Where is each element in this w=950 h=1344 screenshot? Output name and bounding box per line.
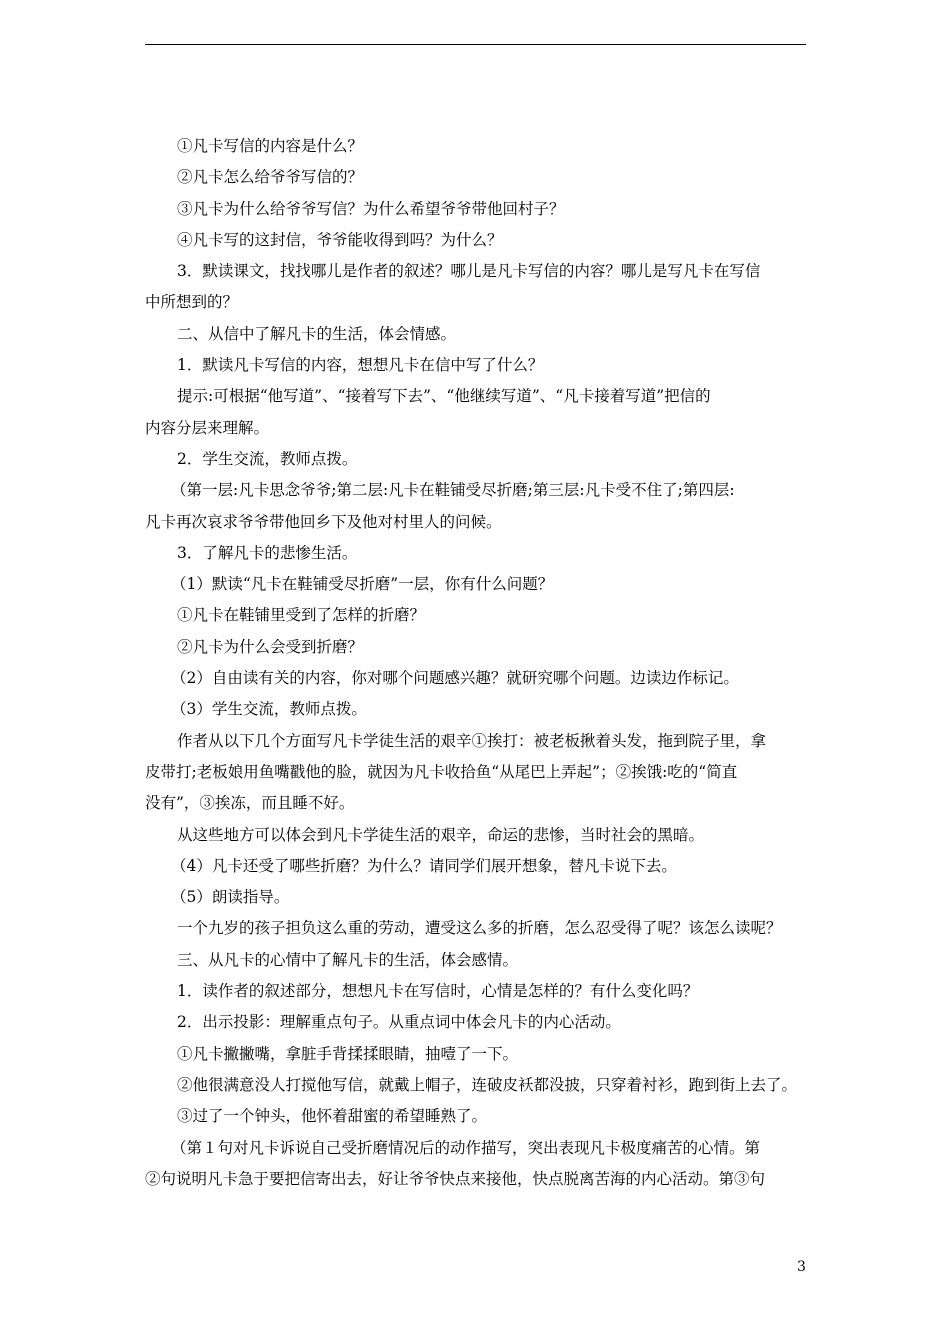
text-line: 中所想到的？ [145,293,239,312]
text-line: （1）默读“凡卡在鞋铺受尽折磨”一层，你有什么问题？ [171,575,554,594]
text-line: 2．学生交流，教师点拨。 [177,449,358,468]
text-line: ②句说明凡卡急于要把信寄出去，好让爷爷快点来接他，快点脱离苦海的内心活动。第③句 [145,1169,766,1188]
text-line: 一个九岁的孩子担负这么重的劳动，遭受这么多的折磨，怎么忍受得了呢？该怎么读呢？ [177,919,782,938]
text-line: 没有”，③挨冻，而且睡不好。 [145,794,355,813]
text-line: ①凡卡撇撇嘴，拿脏手背揉揉眼睛，抽噎了一下。 [177,1044,519,1063]
text-line: 2．出示投影：理解重点句子。从重点词中体会凡卡的内心活动。 [177,1013,621,1032]
text-line: ②凡卡为什么会受到折磨？ [177,637,364,656]
text-line: 凡卡再次哀求爷爷带他回乡下及他对村里人的问候。 [145,512,502,531]
text-line: 1．默读凡卡写信的内容，想想凡卡在信中写了什么？ [177,356,544,375]
text-line: ③过了一个钟头，他怀着甜蜜的希望睡熟了。 [177,1107,488,1126]
text-line: ②凡卡怎么给爷爷写信的？ [177,168,364,187]
text-line: （2）自由读有关的内容，你对哪个问题感兴趣？就研究哪个问题。边读边作标记。 [171,669,739,688]
text-line: 1．读作者的叙述部分，想想凡卡在写信时，心情是怎样的？有什么变化吗？ [177,982,699,1001]
text-line: （第一层:凡卡思念爷爷;第二层:凡卡在鞋铺受尽折磨;第三层:凡卡受不住了;第四层: [171,481,735,500]
page-number: 3 [797,1259,806,1275]
text-line: 皮带打;老板娘用鱼嘴戳他的脸，就因为凡卡收拾鱼“从尾巴上弄起”；②挨饿:吃的“简直 [145,762,738,781]
text-line: ①凡卡在鞋铺里受到了怎样的折磨？ [177,606,426,625]
text-line: （5）朗读指导。 [171,888,290,907]
text-line: ①凡卡写信的内容是什么？ [177,137,364,155]
header-rule [145,44,806,45]
text-line: ③凡卡为什么给爷爷写信？为什么希望爷爷带他回村子？ [177,199,565,218]
text-line: 3．了解凡卡的悲惨生活。 [177,543,358,562]
section-heading: 三、从凡卡的心情中了解凡卡的生活，体会感情。 [177,950,519,969]
text-line: （3）学生交流，教师点拨。 [171,700,367,719]
text-line: ②他很满意没人打搅他写信，就戴上帽子，连破皮袄都没披，只穿着衬衫，跑到街上去了。 [177,1075,798,1094]
text-line: 内容分层来理解。 [145,418,270,437]
text-line: 从这些地方可以体会到凡卡学徒生活的艰辛，命运的悲惨，当时社会的黑暗。 [177,825,705,844]
text-line: （第１句对凡卡诉说自己受折磨情况后的动作描写，突出表现凡卡极度痛苦的心情。第 [171,1138,761,1157]
text-line: 3．默读课文，找找哪儿是作者的叙述？哪儿是凡卡写信的内容？哪儿是写凡卡在写信 [177,262,761,281]
text-line: ④凡卡写的这封信，爷爷能收得到吗？为什么？ [177,230,503,249]
text-line: 提示:可根据“他写道”、“接着写下去”、“他继续写道”、“凡卡接着写道”把信的 [177,387,711,406]
body-text [145,131,809,1195]
text-line: 作者从以下几个方面写凡卡学徒生活的艰辛①挨打：被老板揪着头发，拖到院子里，拿 [177,731,767,750]
section-heading: 二、从信中了解凡卡的生活，体会情感。 [177,324,457,343]
text-line: （4）凡卡还受了哪些折磨？为什么？请同学们展开想象，替凡卡说下去。 [171,856,677,875]
